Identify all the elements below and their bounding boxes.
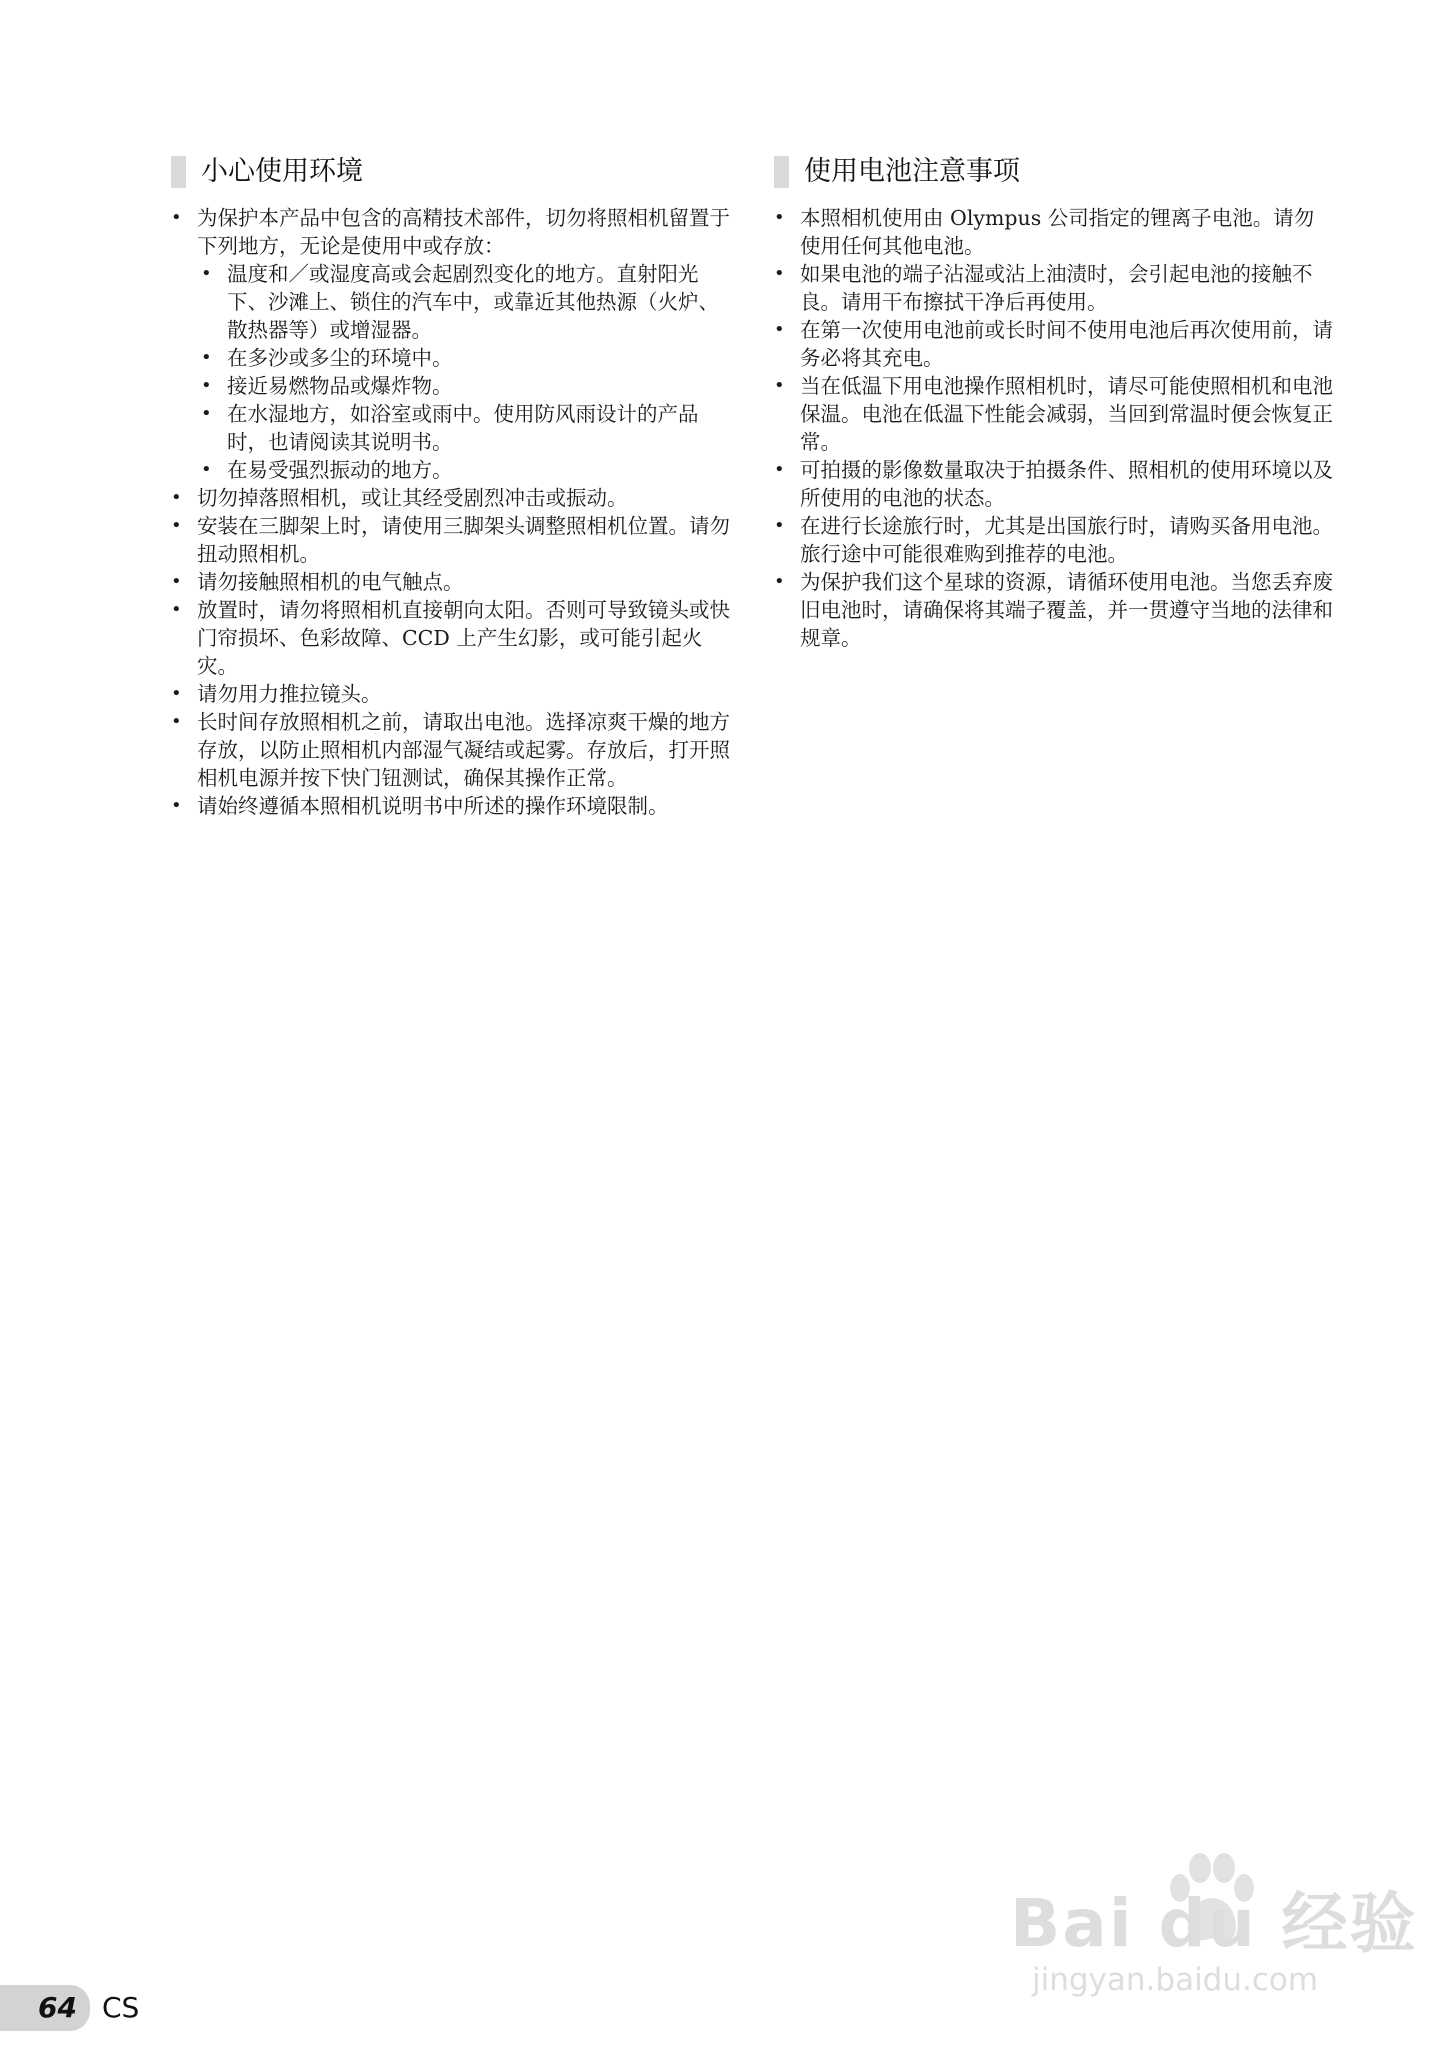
list-item-text: 如果电池的端子沾湿或沾上油渍时，会引起电池的接触不良。请用干布擦拭干净后再使用。	[800, 262, 1313, 314]
environment-bullet-list	[171, 204, 731, 820]
watermark-brand: Bai du 经验	[1010, 1885, 1418, 1962]
bullet-icon: •	[201, 347, 212, 368]
bullet-icon: •	[201, 375, 212, 396]
list-item	[171, 680, 731, 708]
bullet-icon: •	[171, 515, 182, 536]
sub-list-item	[171, 372, 731, 400]
bullet-icon: •	[774, 459, 785, 480]
list-item-text: 当在低温下用电池操作照相机时，请尽可能使照相机和电池保温。电池在低温下性能会减弱，当回到常温时便会恢复正常。	[800, 374, 1333, 454]
bullet-icon: •	[171, 795, 182, 816]
bullet-icon: •	[171, 711, 182, 732]
language-code: CS	[102, 1991, 140, 2024]
sub-list-item	[171, 456, 731, 484]
left-column	[171, 152, 731, 820]
bullet-icon: •	[201, 403, 212, 424]
list-item	[171, 708, 731, 792]
list-item	[171, 792, 731, 820]
list-item-text: 请勿用力推拉镜头。	[197, 682, 382, 706]
list-item-text: 可拍摄的影像数量取决于拍摄条件、照相机的使用环境以及所使用的电池的状态。	[800, 458, 1333, 510]
watermark-url: jingyan.baidu.com	[1032, 1962, 1319, 1998]
bullet-icon: •	[774, 571, 785, 592]
list-item	[774, 316, 1334, 372]
heading-text: 使用电池注意事项	[804, 156, 1020, 187]
bullet-icon: •	[171, 487, 182, 508]
list-item-text: 在第一次使用电池前或长时间不使用电池后再次使用前，请务必将其充电。	[800, 318, 1333, 370]
baidu-watermark	[1010, 1850, 1430, 2030]
list-item-text: 在易受强烈振动的地方。	[227, 458, 453, 482]
bullet-icon: •	[171, 571, 182, 592]
list-item-text: 切勿掉落照相机，或让其经受剧烈冲击或振动。	[197, 486, 628, 510]
section-heading-battery	[774, 152, 1334, 192]
sub-list-item	[171, 260, 731, 344]
list-item	[171, 568, 731, 596]
list-item-text: 请始终遵循本照相机说明书中所述的操作环境限制。	[197, 794, 669, 818]
list-item	[774, 372, 1334, 456]
bullet-icon: •	[774, 515, 785, 536]
list-item	[171, 484, 731, 512]
sub-list-item	[171, 400, 731, 456]
list-item	[171, 204, 731, 260]
list-item	[774, 456, 1334, 512]
list-item	[171, 512, 731, 568]
right-column	[774, 152, 1334, 652]
page-number: 64	[38, 1991, 77, 2024]
heading-text: 小心使用环境	[201, 156, 363, 187]
heading-bar	[171, 156, 186, 188]
list-item-text: 为保护本产品中包含的高精技术部件，切勿将照相机留置于下列地方，无论是使用中或存放：	[197, 206, 730, 258]
heading-bar	[774, 156, 789, 188]
list-item	[774, 568, 1334, 652]
list-item-text: 在多沙或多尘的环境中。	[227, 346, 453, 370]
list-item	[171, 596, 731, 680]
bullet-icon: •	[774, 319, 785, 340]
list-item-text: 在进行长途旅行时，尤其是出国旅行时，请购买备用电池。旅行途中可能很难购到推荐的电池。	[800, 514, 1333, 566]
list-item	[774, 260, 1334, 316]
bullet-icon: •	[171, 207, 182, 228]
section-heading-environment	[171, 152, 731, 192]
list-item-text: 接近易燃物品或爆炸物。	[227, 374, 453, 398]
list-item-text: 长时间存放照相机之前，请取出电池。选择凉爽干燥的地方存放，以防止照相机内部湿气凝结或起雾。存放后，打开照相机电源并按下快门钮测试，确保其操作正常。	[197, 710, 730, 790]
list-item-text: 安装在三脚架上时，请使用三脚架头调整照相机位置。请勿扭动照相机。	[197, 514, 730, 566]
list-item-text: 放置时，请勿将照相机直接朝向太阳。否则可导致镜头或快门帘损坏、色彩故障、CCD 上产生幻影，或可能引起火灾。	[197, 598, 730, 678]
list-item-text: 请勿接触照相机的电气触点。	[197, 570, 464, 594]
list-item-text: 在水湿地方，如浴室或雨中。使用防风雨设计的产品时，也请阅读其说明书。	[227, 402, 699, 454]
list-item-text: 本照相机使用由 Olympus 公司指定的锂离子电池。请勿使用任何其他电池。	[800, 206, 1315, 258]
bullet-icon: •	[774, 263, 785, 284]
bullet-icon: •	[774, 207, 785, 228]
list-item-text: 温度和／或湿度高或会起剧烈变化的地方。直射阳光下、沙滩上、锁住的汽车中，或靠近其他热源（火炉、散热器等）或增湿器。	[227, 262, 719, 342]
bullet-icon: •	[774, 375, 785, 396]
battery-bullet-list	[774, 204, 1334, 652]
bullet-icon: •	[171, 599, 182, 620]
list-item-text: 为保护我们这个星球的资源，请循环使用电池。当您丢弃废旧电池时，请确保将其端子覆盖，并一贯遵守当地的法律和规章。	[800, 570, 1333, 650]
bullet-icon: •	[171, 683, 182, 704]
sub-list-item	[171, 344, 731, 372]
bullet-icon: •	[201, 263, 212, 284]
bullet-icon: •	[201, 459, 212, 480]
list-item	[774, 204, 1334, 260]
list-item	[774, 512, 1334, 568]
